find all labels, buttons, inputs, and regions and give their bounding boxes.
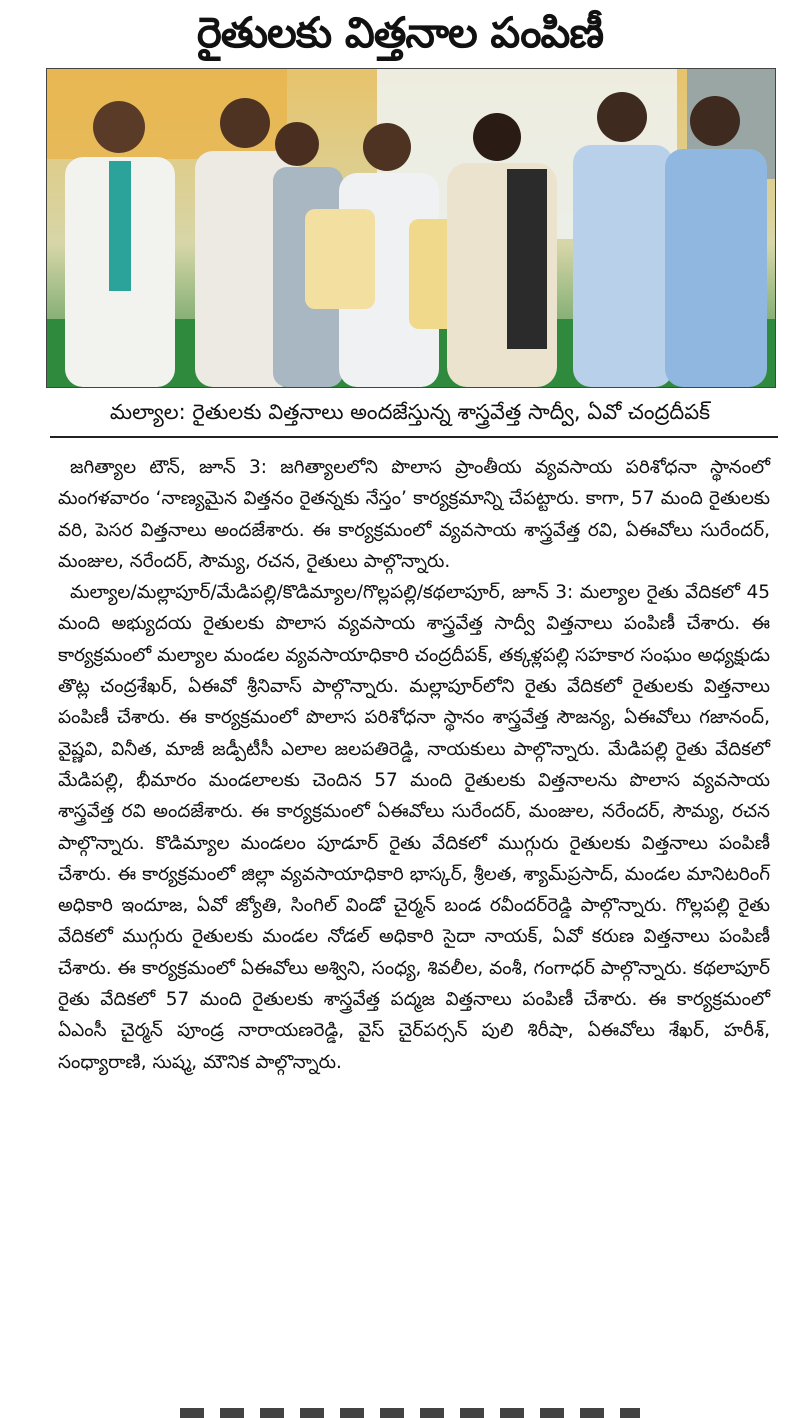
photo-caption: మల్యాల: రైతులకు విత్తనాలు అందజేస్తున్న శాస్త్రవేత్త సాద్వీ, ఏవో చంద్రదీపక్ xyxy=(109,400,711,424)
article-headline: రైతులకు విత్తనాల పంపిణీ xyxy=(196,8,604,57)
article-body xyxy=(58,452,770,1078)
news-photo xyxy=(46,68,776,388)
caption-divider xyxy=(50,436,778,438)
article-paragraph: జగిత్యాల టౌన్, జూన్ 3: జగిత్యాలలోని పొలాస ప్రాంతీయ వ్యవసాయ పరిశోధనా స్థానంలో మంగళవారం ‘నాణ్యమైన విత్తనం రైతన్నకు నేస్తం’ కార్యక్రమాన్ని చేపట్టారు. కాగా, 57 మంది రైతులకు వరి, పెసర విత్తనాలు అందజేశారు. ఈ కార్యక్రమంలో వ్యవసాయ శాస్త్రవేత్త రవి, ఏఈవోలు సురేందర్, మంజుల, నరేందర్, సౌమ్య, రచన, రైతులు పాల్గొన్నారు. xyxy=(58,457,770,572)
news-photo-illustration xyxy=(47,69,775,387)
next-article-cutoff xyxy=(180,1408,640,1418)
article-paragraph: మల్యాల/మల్లాపూర్/మేడిపల్లి/కొడిమ్యాల/గొల్లపల్లి/కథలాపూర్, జూన్ 3: మల్యాల రైతు వేదికలో 45 మంది అభ్యుదయ రైతులకు పొలాస వ్యవసాయ శాస్త్రవేత్త సాద్వీ విత్తనాలు పంపిణీ చేశారు. ఈ కార్యక్రమంలో మల్యాల మండల వ్యవసాయాధికారి చంద్రదీపక్, తక్కళ్లపల్లి సహకార సంఘం అధ్యక్షుడు తొట్ల చంద్రశేఖర్, ఏఈవో శ్రీనివాస్ పాల్గొన్నారు. మల్లాపూర్‌లోని రైతు వేదికలో రైతులకు విత్తనాలు పంపిణీ చేశారు. ఈ కార్యక్రమంలో పొలాస పరిశోధనా స్థానం శాస్త్రవేత్త సౌజన్య, ఏఈవోలు గజానంద్, వైష్ణవి, వినీత, మాజీ జడ్పీటీసీ ఎలాల జలపతిరెడ్డి, నాయకులు పాల్గొన్నారు. మేడిపల్లి రైతు వేదికలో మేడిపల్లి, భీమారం మండలాలకు చెందిన 57 మంది రైతులకు విత్తనాలను పొలాస వ్యవసాయ శాస్త్రవేత్త రవి అందజేశారు. ఈ కార్యక్రమంలో ఏఈవోలు సురేందర్, మంజుల, నరేందర్, సౌమ్య, రచన పాల్గొన్నారు. కొడిమ్యాల మండలం పూడూర్ రైతు వేదికలో ముగ్గురు రైతులకు విత్తనాలు పంపిణీ చేశారు. ఈ కార్యక్రమంలో జిల్లా వ్యవసాయాధికారి భాస్కర్, శ్రీలత, శ్యామ్‌ప్రసాద్, మండల మానిటరింగ్ అధికారి ఇందూజ, ఏవో జ్యోతి, సింగిల్ విండో చైర్మన్ బండ రవీందర్‌రెడ్డి పాల్గొన్నారు. గొల్లపల్లి రైతు వేదికలో ముగ్గురు రైతులకు మండల నోడల్ అధికారి సైదా నాయక్, ఏవో కరుణ విత్తనాలు పంపిణీ చేశారు. ఈ కార్యక్రమంలో ఏఈవోలు అశ్విని, సంధ్య, శివలీల, వంశీ, గంగాధర్ పాల్గొన్నారు. కథలాపూర్ రైతు వేదికలో 57 మంది రైతులకు శాస్త్రవేత్త పద్మజ విత్తనాలు పంపిణీ చేశారు. ఈ కార్యక్రమంలో ఏఎంసీ చైర్మన్ పూండ్ర నారాయణరెడ్డి, వైస్ చైర్‌పర్సన్ పులి శిరీషా, ఏఈవోలు శేఖర్, హరీశ్, సంధ్యారాణి, సుష్మ, మౌనిక పాల్గొన్నారు. xyxy=(58,582,770,1073)
